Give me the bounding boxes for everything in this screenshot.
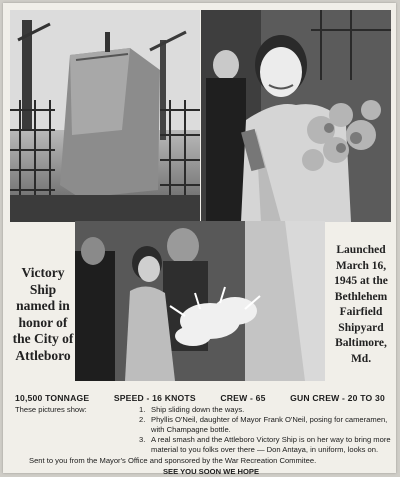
item-number: 3. [139, 435, 146, 444]
sponsor-note: Sent to you from the Mayor's Office and sponsored by the War Recreation Commitee. [29, 456, 317, 465]
item-text: A real smash and the Attleboro Victory Ship is on her way to bring more [151, 435, 391, 444]
picture-item [11, 415, 391, 425]
crew-spec: CREW - 65 [220, 393, 266, 403]
ship-specs-row [11, 393, 391, 403]
ship-launch-illustration [10, 10, 200, 222]
speed-spec: SPEED - 16 KNOTS [113, 393, 196, 403]
bottle-smash-photo [75, 221, 325, 381]
postcard [3, 3, 396, 476]
sponsor-portrait-photo [201, 10, 391, 222]
launch-details-caption: Launched March 16, 1945 at the Bethlehem Fairfield Shipyard Baltimore, Md. [334, 244, 388, 365]
bottle-smash-illustration [75, 221, 325, 381]
pictures-intro: These pictures show: [15, 405, 87, 414]
gun-crew-spec: GUN CREW - 20 TO 30 [290, 393, 385, 403]
sponsor-illustration [201, 10, 391, 222]
picture-item [11, 435, 391, 445]
ship-info-text [11, 393, 391, 477]
ship-name-caption: Victory Ship named in honor of the City of Attleboro [12, 265, 74, 363]
tonnage-spec: 10,500 TONNAGE [15, 393, 90, 403]
item-continuation: with Champagne bottle. [151, 425, 231, 434]
ship-launch-photo [10, 10, 200, 222]
item-number: 1. [139, 405, 146, 414]
item-text: Phyllis O'Neil, daughter of Mayor Frank O'Neil, posing for cameramen, [151, 415, 388, 424]
closing-line: SEE YOU SOON WE HOPE [162, 467, 260, 476]
picture-descriptions [11, 405, 391, 477]
item-continuation: material to you folks over there — Don Antaya, in uniform, looks on. [151, 445, 379, 454]
item-text: Ship sliding down the ways. [151, 405, 245, 414]
item-number: 2. [139, 415, 146, 424]
